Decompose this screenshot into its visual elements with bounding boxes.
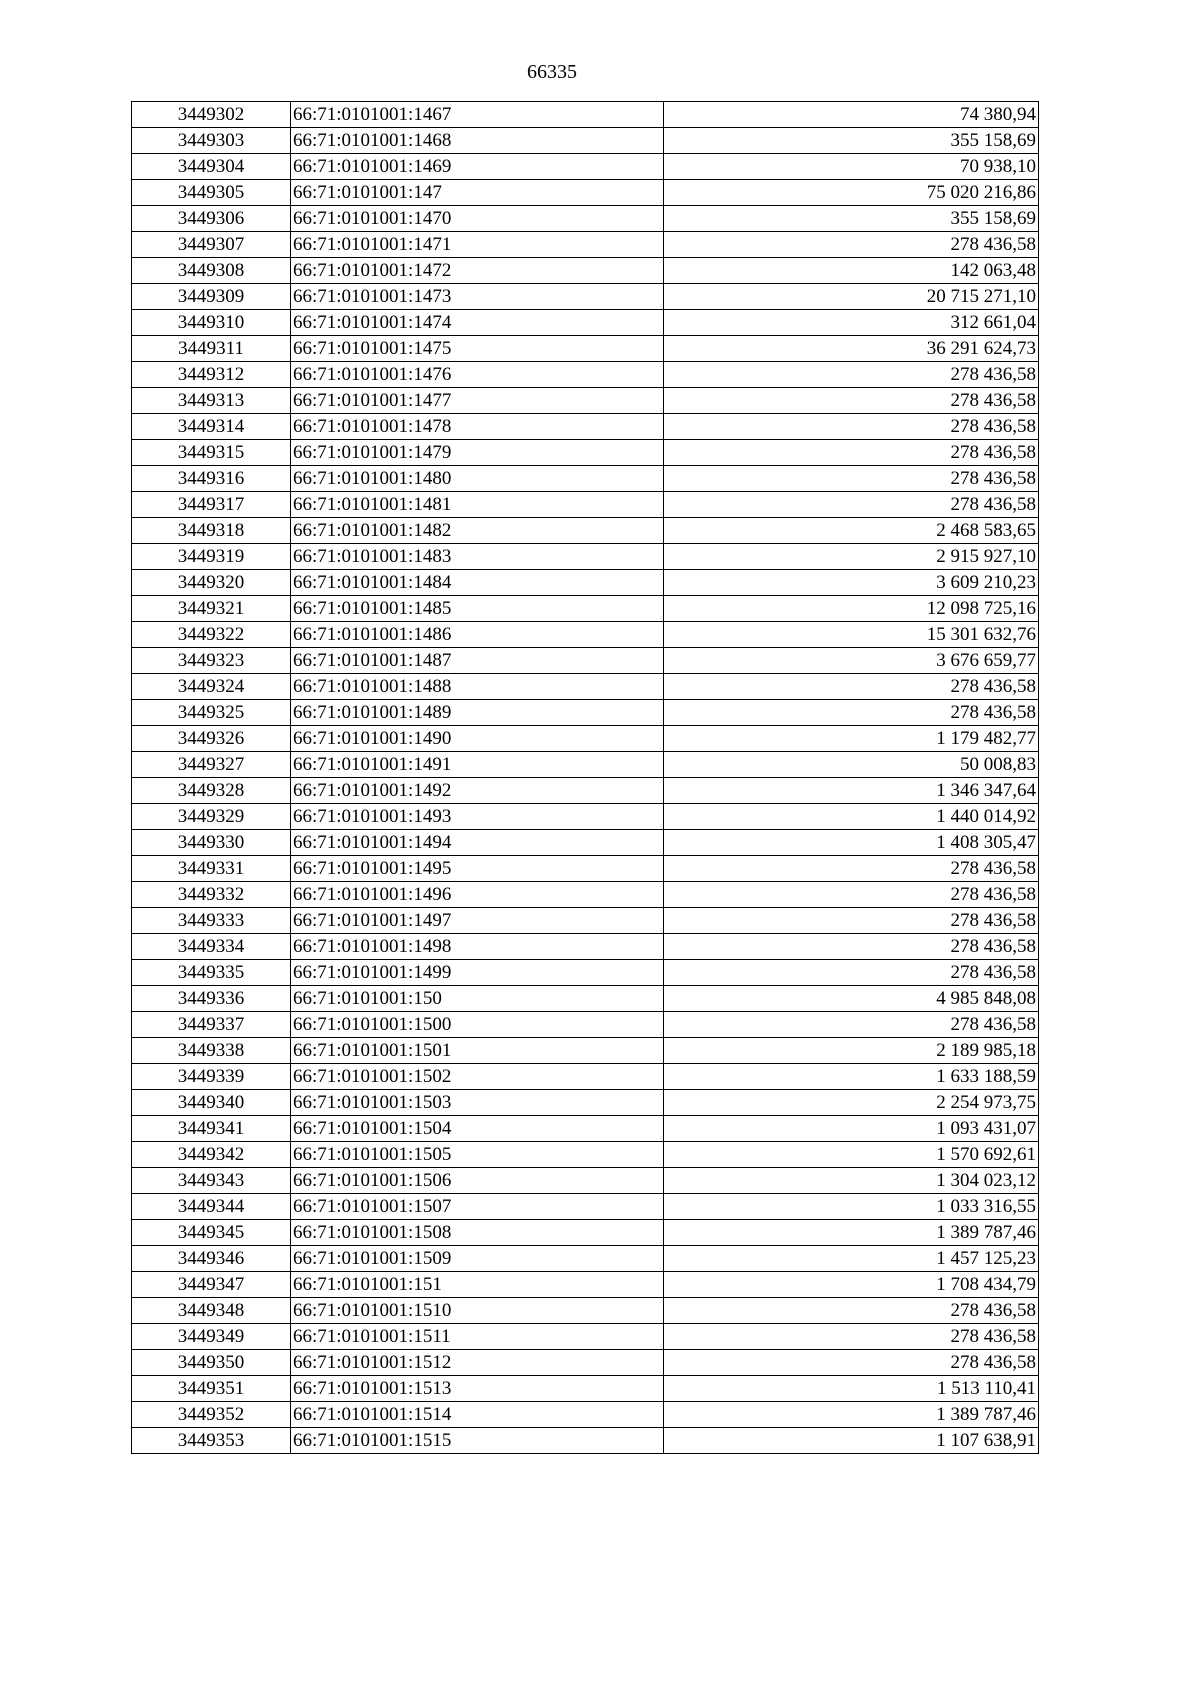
table-row <box>132 544 1039 570</box>
cadastral-number-cell: 66:71:0101001:1494 <box>291 830 664 856</box>
cadastral-value-cell: 1 389 787,46 <box>664 1402 1039 1428</box>
row-id-cell: 3449339 <box>132 1064 291 1090</box>
table-row <box>132 596 1039 622</box>
cadastral-number-cell: 66:71:0101001:1504 <box>291 1116 664 1142</box>
cadastral-number-cell: 66:71:0101001:1488 <box>291 674 664 700</box>
table-row <box>132 1402 1039 1428</box>
row-id-cell: 3449305 <box>132 180 291 206</box>
cadastral-value-cell: 74 380,94 <box>664 102 1039 128</box>
cadastral-value-cell: 15 301 632,76 <box>664 622 1039 648</box>
table-row <box>132 518 1039 544</box>
cadastral-value-cell: 278 436,58 <box>664 1298 1039 1324</box>
cadastral-number-cell: 66:71:0101001:1507 <box>291 1194 664 1220</box>
cadastral-number-cell: 66:71:0101001:1496 <box>291 882 664 908</box>
cadastral-value-cell: 3 676 659,77 <box>664 648 1039 674</box>
cadastral-number-cell: 66:71:0101001:1493 <box>291 804 664 830</box>
cadastral-value-cell: 70 938,10 <box>664 154 1039 180</box>
table-row <box>132 362 1039 388</box>
cadastral-value-cell: 1 408 305,47 <box>664 830 1039 856</box>
row-id-cell: 3449334 <box>132 934 291 960</box>
row-id-cell: 3449348 <box>132 1298 291 1324</box>
cadastral-value-cell: 4 985 848,08 <box>664 986 1039 1012</box>
row-id-cell: 3449316 <box>132 466 291 492</box>
table-row <box>132 388 1039 414</box>
table-row <box>132 154 1039 180</box>
cadastral-value-cell: 2 254 973,75 <box>664 1090 1039 1116</box>
cadastral-value-table <box>131 101 1039 1454</box>
cadastral-number-cell: 66:71:0101001:150 <box>291 986 664 1012</box>
cadastral-value-cell: 1 093 431,07 <box>664 1116 1039 1142</box>
cadastral-number-cell: 66:71:0101001:1472 <box>291 258 664 284</box>
row-id-cell: 3449309 <box>132 284 291 310</box>
cadastral-value-cell: 278 436,58 <box>664 466 1039 492</box>
cadastral-value-cell: 278 436,58 <box>664 414 1039 440</box>
table-row <box>132 1168 1039 1194</box>
row-id-cell: 3449310 <box>132 310 291 336</box>
row-id-cell: 3449319 <box>132 544 291 570</box>
cadastral-value-cell: 20 715 271,10 <box>664 284 1039 310</box>
table-row <box>132 986 1039 1012</box>
table-row <box>132 1324 1039 1350</box>
cadastral-number-cell: 66:71:0101001:1477 <box>291 388 664 414</box>
row-id-cell: 3449317 <box>132 492 291 518</box>
row-id-cell: 3449330 <box>132 830 291 856</box>
row-id-cell: 3449326 <box>132 726 291 752</box>
cadastral-value-cell: 278 436,58 <box>664 1350 1039 1376</box>
row-id-cell: 3449347 <box>132 1272 291 1298</box>
table-row <box>132 804 1039 830</box>
row-id-cell: 3449328 <box>132 778 291 804</box>
table-row <box>132 882 1039 908</box>
cadastral-number-cell: 66:71:0101001:1467 <box>291 102 664 128</box>
row-id-cell: 3449337 <box>132 1012 291 1038</box>
cadastral-value-cell: 75 020 216,86 <box>664 180 1039 206</box>
cadastral-number-cell: 66:71:0101001:1479 <box>291 440 664 466</box>
cadastral-value-cell: 1 179 482,77 <box>664 726 1039 752</box>
row-id-cell: 3449336 <box>132 986 291 1012</box>
cadastral-number-cell: 66:71:0101001:1502 <box>291 1064 664 1090</box>
table-row <box>132 674 1039 700</box>
row-id-cell: 3449349 <box>132 1324 291 1350</box>
cadastral-number-cell: 66:71:0101001:147 <box>291 180 664 206</box>
cadastral-number-cell: 66:71:0101001:1510 <box>291 1298 664 1324</box>
table-row <box>132 778 1039 804</box>
cadastral-value-cell: 142 063,48 <box>664 258 1039 284</box>
table-row <box>132 752 1039 778</box>
cadastral-value-cell: 278 436,58 <box>664 908 1039 934</box>
cadastral-number-cell: 66:71:0101001:1499 <box>291 960 664 986</box>
row-id-cell: 3449314 <box>132 414 291 440</box>
cadastral-number-cell: 66:71:0101001:1486 <box>291 622 664 648</box>
cadastral-number-cell: 66:71:0101001:1511 <box>291 1324 664 1350</box>
row-id-cell: 3449315 <box>132 440 291 466</box>
cadastral-number-cell: 66:71:0101001:1512 <box>291 1350 664 1376</box>
table-row <box>132 830 1039 856</box>
cadastral-value-cell: 2 189 985,18 <box>664 1038 1039 1064</box>
table-row <box>132 1272 1039 1298</box>
row-id-cell: 3449303 <box>132 128 291 154</box>
cadastral-value-cell: 1 513 110,41 <box>664 1376 1039 1402</box>
cadastral-number-cell: 66:71:0101001:1506 <box>291 1168 664 1194</box>
row-id-cell: 3449318 <box>132 518 291 544</box>
table-row <box>132 1090 1039 1116</box>
cadastral-number-cell: 66:71:0101001:1495 <box>291 856 664 882</box>
table-row <box>132 206 1039 232</box>
table-row <box>132 908 1039 934</box>
table-row <box>132 336 1039 362</box>
table-row <box>132 258 1039 284</box>
cadastral-number-cell: 66:71:0101001:1503 <box>291 1090 664 1116</box>
row-id-cell: 3449311 <box>132 336 291 362</box>
cadastral-number-cell: 66:71:0101001:1489 <box>291 700 664 726</box>
row-id-cell: 3449352 <box>132 1402 291 1428</box>
cadastral-number-cell: 66:71:0101001:1491 <box>291 752 664 778</box>
cadastral-value-cell: 278 436,58 <box>664 1324 1039 1350</box>
table-row <box>132 1012 1039 1038</box>
table-row <box>132 700 1039 726</box>
row-id-cell: 3449306 <box>132 206 291 232</box>
cadastral-value-cell: 1 440 014,92 <box>664 804 1039 830</box>
cadastral-number-cell: 66:71:0101001:1475 <box>291 336 664 362</box>
row-id-cell: 3449308 <box>132 258 291 284</box>
cadastral-value-cell: 2 468 583,65 <box>664 518 1039 544</box>
table-row <box>132 726 1039 752</box>
cadastral-value-cell: 1 570 692,61 <box>664 1142 1039 1168</box>
table-row <box>132 648 1039 674</box>
cadastral-value-cell: 2 915 927,10 <box>664 544 1039 570</box>
row-id-cell: 3449332 <box>132 882 291 908</box>
row-id-cell: 3449327 <box>132 752 291 778</box>
cadastral-number-cell: 66:71:0101001:1471 <box>291 232 664 258</box>
row-id-cell: 3449302 <box>132 102 291 128</box>
table-row <box>132 1298 1039 1324</box>
table-row <box>132 1428 1039 1454</box>
cadastral-value-cell: 278 436,58 <box>664 674 1039 700</box>
cadastral-number-cell: 66:71:0101001:1485 <box>291 596 664 622</box>
row-id-cell: 3449307 <box>132 232 291 258</box>
cadastral-number-cell: 66:71:0101001:1483 <box>291 544 664 570</box>
cadastral-number-cell: 66:71:0101001:1492 <box>291 778 664 804</box>
table-row <box>132 570 1039 596</box>
cadastral-value-cell: 278 436,58 <box>664 440 1039 466</box>
table-row <box>132 180 1039 206</box>
table-row <box>132 622 1039 648</box>
cadastral-number-cell: 66:71:0101001:1500 <box>291 1012 664 1038</box>
table-row <box>132 1116 1039 1142</box>
table-row <box>132 1038 1039 1064</box>
cadastral-number-cell: 66:71:0101001:1470 <box>291 206 664 232</box>
cadastral-value-cell: 278 436,58 <box>664 934 1039 960</box>
cadastral-value-cell: 278 436,58 <box>664 882 1039 908</box>
cadastral-value-cell: 3 609 210,23 <box>664 570 1039 596</box>
cadastral-number-cell: 66:71:0101001:1514 <box>291 1402 664 1428</box>
cadastral-number-cell: 66:71:0101001:1473 <box>291 284 664 310</box>
row-id-cell: 3449353 <box>132 1428 291 1454</box>
table-body <box>132 102 1039 1454</box>
row-id-cell: 3449340 <box>132 1090 291 1116</box>
cadastral-value-cell: 1 708 434,79 <box>664 1272 1039 1298</box>
cadastral-number-cell: 66:71:0101001:1487 <box>291 648 664 674</box>
table-row <box>132 1246 1039 1272</box>
row-id-cell: 3449320 <box>132 570 291 596</box>
row-id-cell: 3449341 <box>132 1116 291 1142</box>
cadastral-value-cell: 1 346 347,64 <box>664 778 1039 804</box>
row-id-cell: 3449351 <box>132 1376 291 1402</box>
table-row <box>132 1220 1039 1246</box>
cadastral-number-cell: 66:71:0101001:1482 <box>291 518 664 544</box>
table-row <box>132 960 1039 986</box>
row-id-cell: 3449338 <box>132 1038 291 1064</box>
table-row <box>132 934 1039 960</box>
table-row <box>132 1350 1039 1376</box>
row-id-cell: 3449324 <box>132 674 291 700</box>
cadastral-number-cell: 66:71:0101001:1498 <box>291 934 664 960</box>
table-row <box>132 1142 1039 1168</box>
row-id-cell: 3449323 <box>132 648 291 674</box>
cadastral-number-cell: 66:71:0101001:1509 <box>291 1246 664 1272</box>
cadastral-number-cell: 66:71:0101001:1515 <box>291 1428 664 1454</box>
row-id-cell: 3449322 <box>132 622 291 648</box>
cadastral-value-cell: 1 457 125,23 <box>664 1246 1039 1272</box>
cadastral-number-cell: 66:71:0101001:1508 <box>291 1220 664 1246</box>
cadastral-number-cell: 66:71:0101001:1474 <box>291 310 664 336</box>
cadastral-value-cell: 12 098 725,16 <box>664 596 1039 622</box>
row-id-cell: 3449321 <box>132 596 291 622</box>
table-row <box>132 284 1039 310</box>
cadastral-value-cell: 278 436,58 <box>664 232 1039 258</box>
table-row <box>132 1194 1039 1220</box>
table-row <box>132 128 1039 154</box>
cadastral-number-cell: 66:71:0101001:1469 <box>291 154 664 180</box>
table-row <box>132 102 1039 128</box>
cadastral-value-cell: 278 436,58 <box>664 700 1039 726</box>
cadastral-number-cell: 66:71:0101001:1478 <box>291 414 664 440</box>
cadastral-value-cell: 50 008,83 <box>664 752 1039 778</box>
cadastral-value-cell: 278 436,58 <box>664 492 1039 518</box>
table-row <box>132 466 1039 492</box>
cadastral-value-cell: 1 107 638,91 <box>664 1428 1039 1454</box>
cadastral-number-cell: 66:71:0101001:151 <box>291 1272 664 1298</box>
table-row <box>132 1064 1039 1090</box>
cadastral-number-cell: 66:71:0101001:1481 <box>291 492 664 518</box>
row-id-cell: 3449345 <box>132 1220 291 1246</box>
cadastral-number-cell: 66:71:0101001:1497 <box>291 908 664 934</box>
cadastral-value-cell: 1 389 787,46 <box>664 1220 1039 1246</box>
row-id-cell: 3449343 <box>132 1168 291 1194</box>
cadastral-value-cell: 36 291 624,73 <box>664 336 1039 362</box>
cadastral-value-cell: 1 304 023,12 <box>664 1168 1039 1194</box>
cadastral-number-cell: 66:71:0101001:1490 <box>291 726 664 752</box>
table-row <box>132 310 1039 336</box>
row-id-cell: 3449350 <box>132 1350 291 1376</box>
cadastral-value-cell: 278 436,58 <box>664 362 1039 388</box>
table-row <box>132 492 1039 518</box>
cadastral-value-cell: 278 436,58 <box>664 960 1039 986</box>
cadastral-number-cell: 66:71:0101001:1468 <box>291 128 664 154</box>
cadastral-value-cell: 1 033 316,55 <box>664 1194 1039 1220</box>
row-id-cell: 3449325 <box>132 700 291 726</box>
table-row <box>132 414 1039 440</box>
table-row <box>132 232 1039 258</box>
cadastral-number-cell: 66:71:0101001:1484 <box>291 570 664 596</box>
page-number: 66335 <box>527 61 577 83</box>
row-id-cell: 3449335 <box>132 960 291 986</box>
row-id-cell: 3449342 <box>132 1142 291 1168</box>
cadastral-value-cell: 278 436,58 <box>664 856 1039 882</box>
cadastral-value-cell: 278 436,58 <box>664 388 1039 414</box>
cadastral-value-cell: 355 158,69 <box>664 206 1039 232</box>
cadastral-number-cell: 66:71:0101001:1513 <box>291 1376 664 1402</box>
row-id-cell: 3449313 <box>132 388 291 414</box>
row-id-cell: 3449333 <box>132 908 291 934</box>
row-id-cell: 3449304 <box>132 154 291 180</box>
cadastral-number-cell: 66:71:0101001:1476 <box>291 362 664 388</box>
cadastral-number-cell: 66:71:0101001:1480 <box>291 466 664 492</box>
table-row <box>132 856 1039 882</box>
row-id-cell: 3449344 <box>132 1194 291 1220</box>
table-row <box>132 440 1039 466</box>
row-id-cell: 3449331 <box>132 856 291 882</box>
cadastral-value-cell: 278 436,58 <box>664 1012 1039 1038</box>
cadastral-value-cell: 1 633 188,59 <box>664 1064 1039 1090</box>
row-id-cell: 3449329 <box>132 804 291 830</box>
table-row <box>132 1376 1039 1402</box>
row-id-cell: 3449346 <box>132 1246 291 1272</box>
cadastral-number-cell: 66:71:0101001:1505 <box>291 1142 664 1168</box>
cadastral-number-cell: 66:71:0101001:1501 <box>291 1038 664 1064</box>
cadastral-value-cell: 312 661,04 <box>664 310 1039 336</box>
row-id-cell: 3449312 <box>132 362 291 388</box>
cadastral-value-cell: 355 158,69 <box>664 128 1039 154</box>
